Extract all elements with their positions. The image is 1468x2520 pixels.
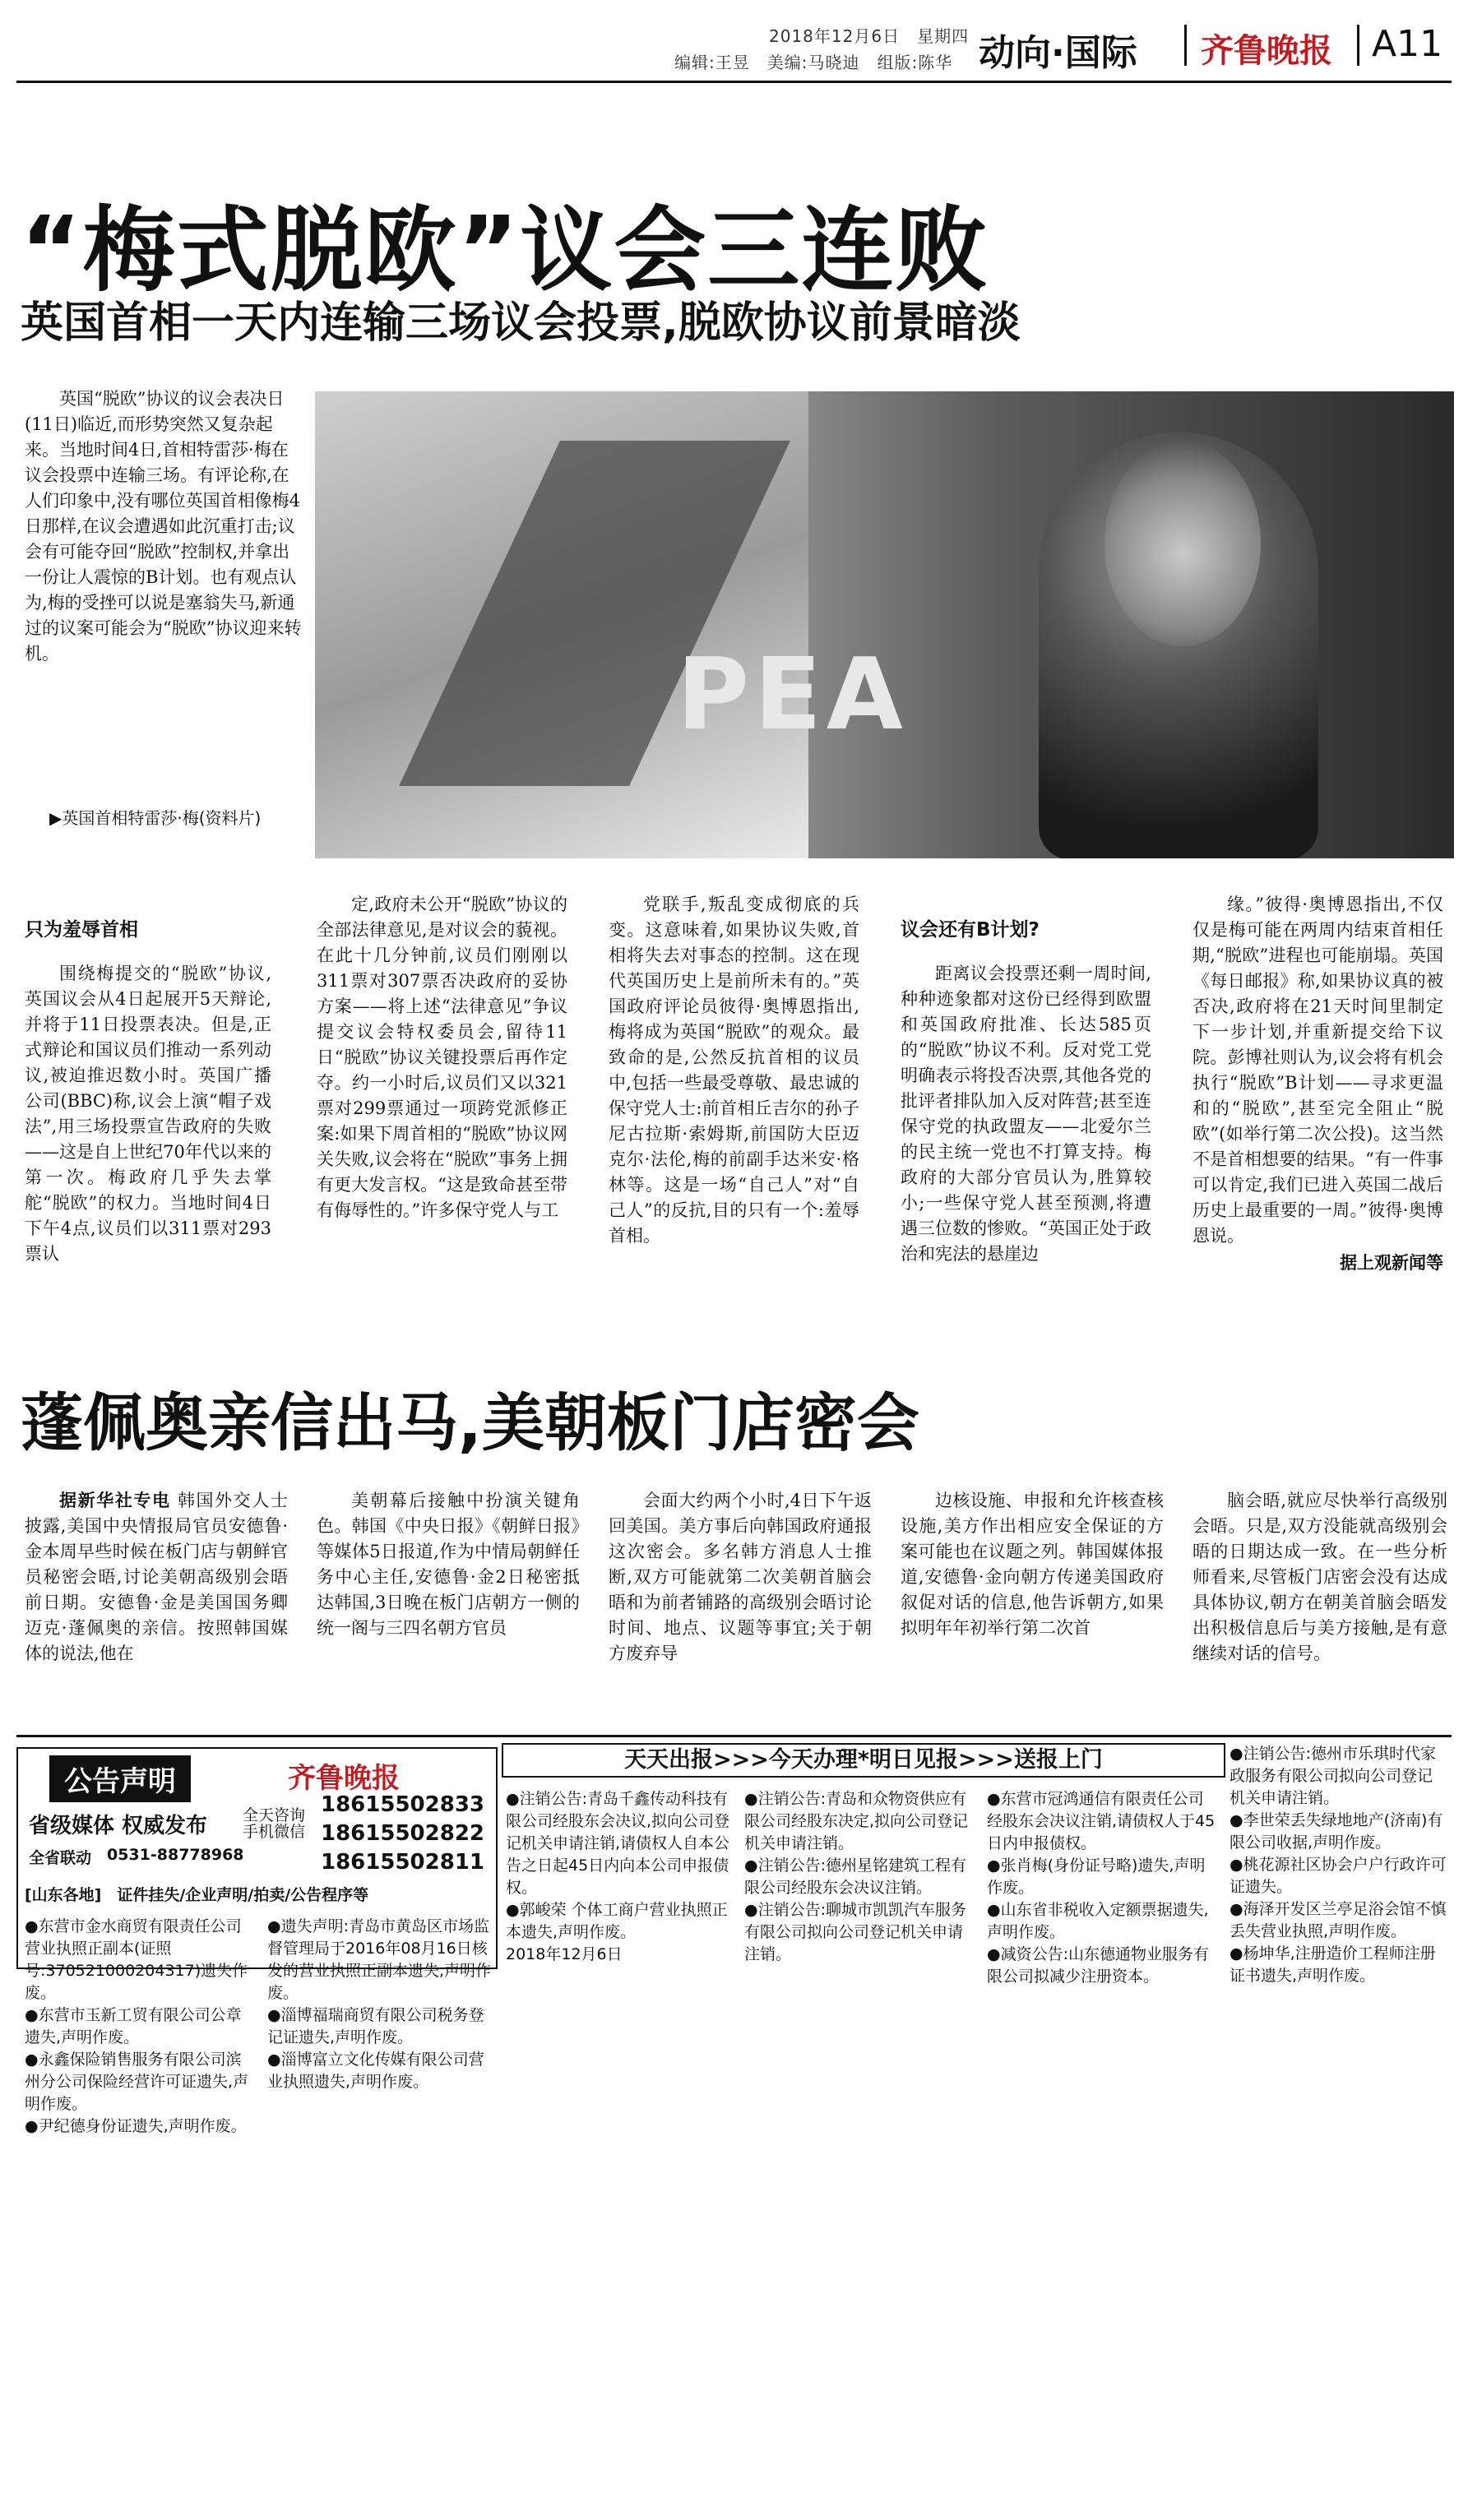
notice-column <box>744 1788 975 2495</box>
section-title: 动向·国际 <box>979 32 1137 74</box>
backdrop-lettering: PEA <box>677 638 908 752</box>
notice-column <box>1230 1743 1447 2495</box>
editor-credits: 编辑:王昱 美编:马晓迪 组版:陈华 <box>674 53 953 72</box>
notice-item: ●永鑫保险销售服务有限公司滨州分公司保险经营许可证遗失,声明作废。 <box>25 2051 249 2113</box>
notice-item: ●注销公告:青岛千鑫传动科技有限公司经股东会决议,拟向公司登记机关申请注销,请债权人自本公告之日起45日内向本公司申报债权。 <box>506 1790 730 1897</box>
article-column-1 <box>25 1488 288 1667</box>
person-head <box>1104 441 1261 646</box>
notice-item: ●注销公告:青岛和众物资供应有限公司经股东决定,拟向公司登记机关申请注销。 <box>744 1790 969 1852</box>
dateline: 据新华社专电 <box>59 1491 171 1510</box>
notice-date: 2018年12月6日 <box>506 1945 623 1963</box>
column-text: 围绕梅提交的“脱欧”协议,英国议会从4日起展开5天辩论,并将于11日投票表决。但是,正式辩论和国议员们推动一系列动议,被迫推迟数小时。英国广播公司(BBC)称,议会上演“帽子戏法”,用三场投票宣告政府的失败——这是自上世纪70年代以来的第一次。梅政府几乎失去掌舵“脱欧”的权力。当地时间4日下午4点,议员们以311票对293票认 <box>25 964 271 1264</box>
notice-item: ●山东省非税收入定额票据遗失,声明作废。 <box>987 1901 1209 1941</box>
ad-title: 公告声明 <box>49 1755 191 1802</box>
notice-item: ●东营市冠鸿通信有限责任公司经股东会决议注销,请债权人于45日内申报债权。 <box>987 1790 1216 1852</box>
notice-item: ●尹纪德身份证遗失,声明作废。 <box>25 2117 247 2135</box>
notice-item: ●注销公告:聊城市凯凯汽车服务有限公司拟向公司登记机关申请注销。 <box>744 1901 966 1963</box>
notice-column <box>506 1788 732 2495</box>
notice-item: ●桃花源社区协会户户行政许可证遗失。 <box>1230 1856 1447 1896</box>
column-text: 会面大约两个小时,4日下午返回美国。美方事后向韩国政府通报这次密会。多名韩方消息人士推断,双方可能就第二次美朝首脑会晤和为前者铺路的高级别会晤讨论时间、地点、议题等事宜;关于朝方废弃导 <box>609 1491 872 1663</box>
article-column-5 <box>1192 892 1443 1276</box>
notice-item: ●遗失声明:青岛市黄岛区市场监督管理局于2016年08月16日核发的营业执照正副本遗失,声明作废。 <box>267 1917 492 2002</box>
column-text: 缘。”彼得·奥博恩指出,不仅仅是梅可能在两周内结束首相任期,“脱欧”进程也可能崩塌。英国《每日邮报》称,如果协议真的被否决,政府将在21天时间里制定下一步计划,并重新提交给下议院。彭博社则认为,议会将有机会执行“脱欧”B计划——寻求更温和的“脱欧”,甚至完全阻止“脱欧”(如举行第二次公投)。这当然不是首相想要的结果。“有一件事可以肯定,我们已进入英国二战后历史上最重要的一周。”彼得·奥博恩说。 <box>1192 895 1443 1246</box>
notice-item: ●淄博富立文化传媒有限公司营业执照遗失,声明作废。 <box>267 2051 484 2091</box>
header-rule <box>16 81 1452 83</box>
newspaper-logo: 齐鲁晚报 <box>1201 31 1332 70</box>
article-column-3 <box>609 1488 872 1667</box>
notice-item: ●张肖梅(身份证号略)遗失,声明作废。 <box>987 1856 1206 1897</box>
column-text: 距离议会投票还剩一周时间,种种迹象都对这份已经得到欧盟和英国政府批准、长达585页的“脱欧”协议不利。反对党工党明确表示将投否决票,其他各党的批评者排队加入反对阵营;甚至连保守党的执政盟友——北爱尔兰的民主统一党也不打算支持。梅政府的大部分官员认为,胜算较小;一些保守党人甚至预测,将遭遇三位数的惨败。“英国正处于政治和宪法的悬崖边 <box>901 964 1151 1264</box>
hotline[interactable]: 0531-88778968 <box>107 1846 244 1864</box>
notice-column <box>267 1916 493 2491</box>
phone-number[interactable]: 18615502822 <box>321 1821 484 1846</box>
article-subheadline: 英国首相一天内连输三场议会投票,脱欧协议前景暗淡 <box>21 298 1021 348</box>
article-photo[interactable] <box>315 391 1454 858</box>
notice-item: ●东营市玉新工贸有限公司公章遗失,声明作废。 <box>25 2006 242 2046</box>
article-column-2 <box>317 1488 580 1641</box>
notice-item: ●减资公告:山东德通物业服务有限公司拟减少注册资本。 <box>987 1945 1209 1986</box>
page-header <box>0 0 1468 78</box>
notice-item: ●郭峻荣 个体工商户营业执照正本遗失,声明作废。 <box>506 1901 728 1941</box>
column-text: 美朝幕后接触中扮演关键角色。韩国《中央日报》《朝鲜日报》等媒体5日报道,作为中情局朝鲜任务中心主任,安德鲁·金2日秘密抵达韩国,3日晚在板门店朝方一侧的统一阁与三四名朝方官员 <box>317 1491 580 1638</box>
phone-label: 全天咨询手机微信 <box>243 1806 306 1841</box>
ad-logo: 齐鲁晚报 <box>288 1762 400 1795</box>
article-column-1 <box>25 913 271 1267</box>
column-text: 韩国外交人士披露,美国中央情报局官员安德鲁·金本周早些时候在板门店与朝鲜官员秘密会晤,讨论美朝高级别会晤前日期。安德鲁·金是美国国务卿迈克·蓬佩奥的亲信。按照韩国媒体的说法,他在 <box>25 1491 288 1663</box>
column-text: 脑会晤,就应尽快举行高级别会晤。只是,双方没能就高级别会晤的日期达成一致。在一些分析师看来,尽管板门店密会没有达成具体协议,朝方在朝美首脑会晤发出积极信息后与美方接触,是有意继续对话的信号。 <box>1192 1491 1447 1663</box>
article-column-5 <box>1192 1488 1447 1667</box>
issue-date: 2018年12月6日 星期四 <box>769 26 970 46</box>
divider <box>1184 25 1187 66</box>
notice-item: ●海泽开发区兰亭足浴会馆不慎丢失营业执照,声明作废。 <box>1230 1900 1447 1940</box>
photo-caption: ▶英国首相特雷莎·梅(资料片) <box>49 808 262 828</box>
page-number: A11 <box>1372 23 1443 65</box>
notice-item: ●李世荣丢失绿地地产(济南)有限公司收据,声明作废。 <box>1230 1811 1443 1852</box>
notice-item: ●杨坤华,注册造价工程师注册证书遗失,声明作废。 <box>1230 1944 1436 1985</box>
column-text: 党联手,叛乱变成彻底的兵变。这意味着,如果协议失败,首相将失去对事态的控制。这在现代英国历史上是前所未有的。”英国政府评论员彼得·奥博恩指出,梅将成为英国“脱欧”的观众。最致命的是,公然反抗首相的议员中,包括一些最受尊敬、最忠诚的保守党人士:前首相丘吉尔的孙子尼古拉斯·索姆斯,前国防大臣迈克尔·法伦,梅的前副手达米安·格林等。这是一场“自己人”对“自己人”的反抗,目的只有一个:羞辱首相。 <box>609 895 859 1246</box>
ad-slogan: 省级媒体 权威发布 <box>29 1814 208 1838</box>
column-text: 边核设施、申报和允许核查核设施,美方作出相应安全保证的方案可能也在议题之列。韩国媒体报道,安德鲁·金向朝方传递美国政府叙促对话的信息,他告诉朝方,如果拟明年年初举行第二次首 <box>901 1491 1164 1638</box>
article-lead: 英国“脱欧”协议的议会表决日(11日)临近,而形势突然又复杂起来。当地时间4日,首相特雷莎·梅在议会投票中连输三场。有评论称,在人们印象中,没有哪位英国首相像梅4日那样,在议会遭遇如此沉重打击;议会有可能夺回“脱欧”控制权,并拿出一份让人震惊的B计划。也有观点认为,梅的受挫可以说是塞翁失马,新通过的议案可能会为“脱欧”协议迎来转机。 <box>25 389 302 664</box>
article-headline[interactable]: 蓬佩奥亲信出马,美朝板门店密会 <box>21 1386 919 1459</box>
ad-branches: [山东各地] 证件挂失/企业声明/拍卖/公告程序等 <box>25 1886 369 1904</box>
article-column-4 <box>901 1488 1164 1641</box>
article-column-4 <box>901 913 1151 1267</box>
section-subhead: 只为羞辱首相 <box>25 919 138 941</box>
notice-column <box>25 1916 255 2491</box>
notice-item: ●注销公告:德州市乐琪时代家政服务有限公司拟向公司登记机关申请注销。 <box>1230 1745 1436 1807</box>
notice-item: ●东营市金水商贸有限责任公司营业执照正副本(证照号:370521000204317)遗失作废。 <box>25 1917 248 2002</box>
notice-item: ●注销公告:德州星铭建筑工程有限公司经股东会决议注销。 <box>744 1856 966 1897</box>
phone-number[interactable]: 18615502833 <box>321 1792 484 1817</box>
section-subhead: 议会还有B计划? <box>901 919 1040 941</box>
divider <box>1357 25 1359 66</box>
hotline-label: 全省联动 <box>29 1849 92 1867</box>
column-text: 定,政府未公开“脱欧”协议的全部法律意见,是对议会的藐视。在此十几分钟前,议员们刚刚以311票对307票否决政府的妥协方案——将上述“法律意见”争议提交议会特权委员会,留待11日“脱欧”协议关键投票后再作定夺。约一小时后,议员们又以321票对299票通过一项跨党派修正案:如果下周首相的“脱欧”协议网关失败,议会将在“脱欧”事务上拥有更大发言权。“这是致命甚至带有侮辱性的。”许多保守党人与工 <box>317 895 567 1220</box>
ad-banner: 天天出报>>>今天办理*明日见报>>>送报上门 <box>502 1743 1225 1778</box>
article-source: 据上观新闻等 <box>1340 1253 1443 1273</box>
article-headline[interactable]: “梅式脱欧”议会三连败 <box>21 197 989 304</box>
phone-number[interactable]: 18615502811 <box>321 1850 484 1875</box>
article-column-3 <box>609 892 859 1249</box>
notice-column <box>987 1788 1217 2495</box>
notice-item: ●淄博福瑞商贸有限公司税务登记证遗失,声明作废。 <box>267 2006 484 2046</box>
article-column-2 <box>317 892 567 1223</box>
